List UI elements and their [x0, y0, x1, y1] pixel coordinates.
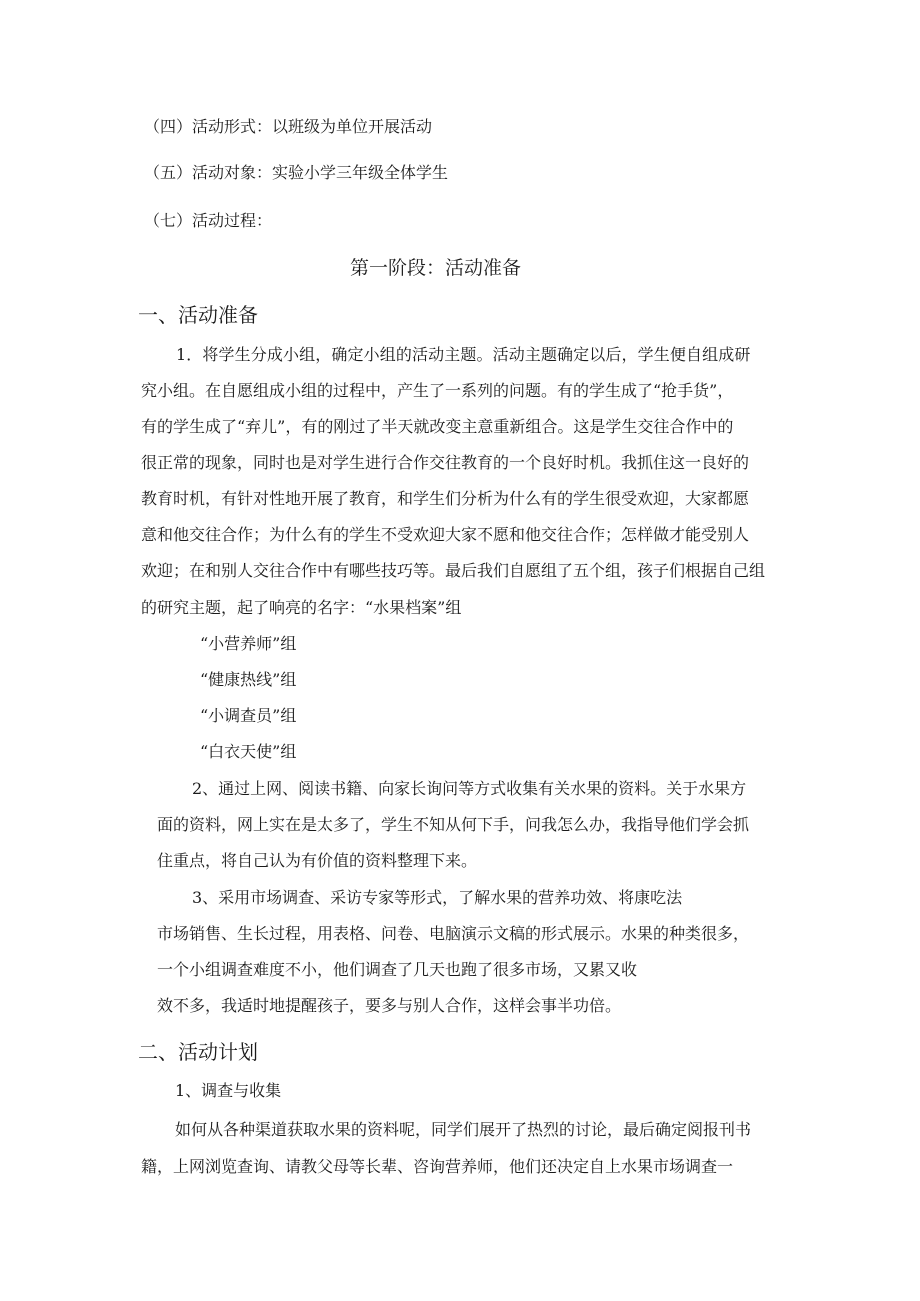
paragraph-line: 1．将学生分成小组，确定小组的活动主题。活动主题确定以后，学生便自组成研: [176, 345, 751, 364]
paragraph-line: 如何从各种渠道获取水果的资料呢，同学们展开了热烈的讨论，最后确定阅报刊书: [175, 1120, 752, 1139]
section-heading-preparation: 一、活动准备: [138, 303, 258, 327]
paragraph-line: 教育时机，有针对性地开展了教育，和学生们分析为什么有的学生很受欢迎，大家都愿: [141, 489, 750, 508]
paragraph-line: 一个小组调查难度不小，他们调查了几天也跑了很多市场，又累又收: [157, 960, 638, 979]
subheading-survey-collect: 1、调查与收集: [175, 1081, 282, 1100]
group-item: “小营养师”组: [200, 634, 297, 653]
paragraph-line: 有的学生成了“弃儿”，有的刚过了半天就改变主意重新组合。这是学生交往合作中的: [141, 417, 734, 436]
paragraph-line: 住重点，将自己认为有价值的资料整理下来。: [157, 851, 478, 870]
stage-title: 第一阶段：活动准备: [350, 257, 522, 279]
group-item: “白衣天使”组: [200, 742, 297, 761]
paragraph-line: 很正常的现象，同时也是对学生进行合作交往教育的一个良好时机。我抓住这一良好的: [141, 453, 750, 472]
item-activity-form: （四）活动形式：以班级为单位开展活动: [144, 117, 433, 136]
paragraph-line: 究小组。在自愿组成小组的过程中，产生了一系列的问题。有的学生成了“抢手货”，: [141, 381, 734, 400]
paragraph-line: 意和他交往合作；为什么有的学生不受欢迎大家不愿和他交往合作；怎样做才能受别人: [141, 525, 750, 544]
paragraph-line: 市场销售、生长过程，用表格、问卷、电脑演示文稿的形式展示。水果的种类很多，: [157, 924, 750, 943]
paragraph-line: 面的资料，网上实在是太多了，学生不知从何下手，问我怎么办，我指导他们学会抓: [157, 815, 750, 834]
paragraph-line: 效不多，我适时地提醒孩子，要多与别人合作，这样会事半功倍。: [157, 996, 622, 1015]
section-heading-plan: 二、活动计划: [138, 1040, 258, 1064]
item-activity-target: （五）活动对象：实验小学三年级全体学生: [144, 163, 449, 182]
paragraph-line: 3、采用市场调查、采访专家等形式，了解水果的营养功效、将康吃法: [192, 888, 683, 907]
group-item: “小调查员”组: [200, 706, 297, 725]
paragraph-line: 欢迎；在和别人交往合作中有哪些技巧等。最后我们自愿组了五个组，孩子们根据自己组: [141, 561, 766, 580]
group-item: “健康热线”组: [200, 670, 297, 689]
paragraph-line: 籍，上网浏览查询、请教父母等长辈、咨询营养师，他们还决定自上水果市场调查一: [141, 1157, 734, 1176]
paragraph-line: 2、通过上网、阅读书籍、向家长询问等方式收集有关水果的资料。关于水果方: [192, 779, 747, 798]
item-activity-process: （七）活动过程：: [144, 211, 273, 230]
paragraph-line: 的研究主题，起了响亮的名字：“水果档案”组: [141, 598, 462, 617]
